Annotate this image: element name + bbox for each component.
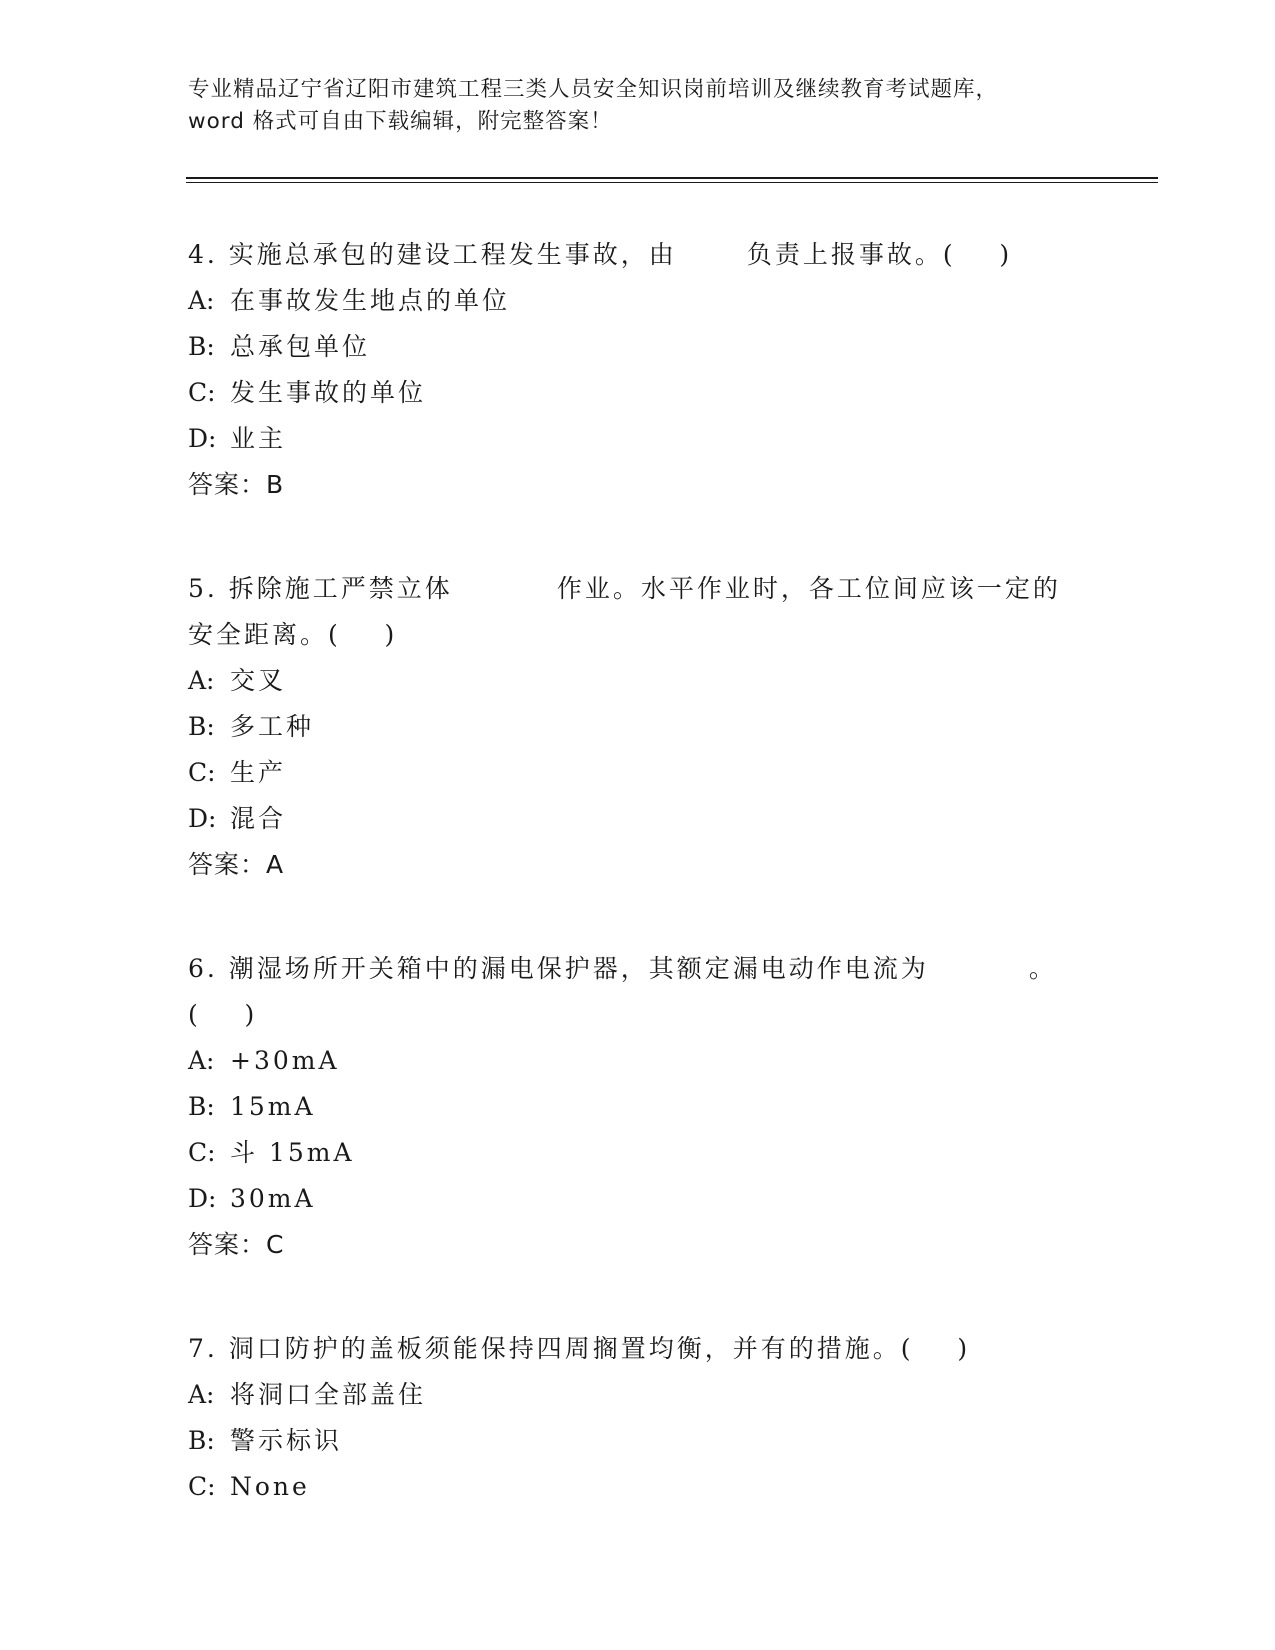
option-d-text: 业主 xyxy=(230,424,287,453)
option-c-text: 斗 15mA xyxy=(230,1138,355,1167)
option-b-text: 总承包单位 xyxy=(230,332,371,361)
option-b: B: 总承包单位 xyxy=(188,332,371,361)
answer-label: 答案：A xyxy=(188,850,285,879)
question-stem xyxy=(188,232,1128,278)
option-c-text: 发生事故的单位 xyxy=(230,378,427,407)
question-stem-part-1: 5. 拆除施工严禁立体 xyxy=(188,574,453,603)
question-7 xyxy=(188,1326,1128,1510)
option-a-text: 将洞口全部盖住 xyxy=(230,1380,427,1409)
question-stem-continued: 安全距离。( ) xyxy=(188,620,398,649)
header-line-2: word 格式可自由下载编辑，附完整答案！ xyxy=(188,109,613,134)
option-a-text: +30mA xyxy=(230,1046,340,1075)
option-c: C: None xyxy=(188,1472,310,1501)
answer-label: 答案：C xyxy=(188,1230,285,1259)
option-b: B: 警示标识 xyxy=(188,1426,343,1455)
question-4 xyxy=(188,232,1128,508)
question-5 xyxy=(188,566,1128,888)
option-d: D: 30mA xyxy=(188,1184,316,1213)
option-b: B: 15mA xyxy=(188,1092,316,1121)
answer-label: 答案：B xyxy=(188,470,285,499)
option-c: C: 斗 15mA xyxy=(188,1138,355,1167)
option-c-text: 生产 xyxy=(230,758,287,787)
header-divider-thin xyxy=(186,182,1158,183)
question-stem-part-1: 4. 实施总承包的建设工程发生事故，由 xyxy=(188,240,677,269)
question-stem-part-2: 负责上报事故。( ) xyxy=(746,240,1013,269)
question-list xyxy=(188,232,1128,1568)
question-stem: 7. 洞口防护的盖板须能保持四周搁置均衡，并有的措施。( ) xyxy=(188,1334,971,1363)
option-b: B: 多工种 xyxy=(188,712,315,741)
option-b-text: 多工种 xyxy=(230,712,315,741)
option-a: A: 在事故发生地点的单位 xyxy=(188,286,511,315)
question-stem-part-2: 。 xyxy=(1028,954,1057,983)
option-c-text: None xyxy=(230,1472,310,1501)
question-6 xyxy=(188,946,1128,1268)
option-d-text: 混合 xyxy=(230,804,287,833)
question-stem-continued: ( ) xyxy=(188,1000,258,1029)
question-stem xyxy=(188,946,1128,992)
option-a-text: 交叉 xyxy=(230,666,287,695)
option-c: C: 发生事故的单位 xyxy=(188,378,427,407)
option-a: A: 将洞口全部盖住 xyxy=(188,1380,427,1409)
header-divider xyxy=(186,177,1158,179)
option-b-text: 警示标识 xyxy=(230,1426,343,1455)
option-d: D: 业主 xyxy=(188,424,287,453)
header-line-1: 专业精品辽宁省辽阳市建筑工程三类人员安全知识岗前培训及继续教育考试题库， xyxy=(188,77,999,102)
option-a-text: 在事故发生地点的单位 xyxy=(230,286,511,315)
document-header xyxy=(188,74,1108,138)
option-b-text: 15mA xyxy=(230,1092,316,1121)
option-a: A: +30mA xyxy=(188,1046,340,1075)
option-c: C: 生产 xyxy=(188,758,287,787)
option-d-text: 30mA xyxy=(230,1184,316,1213)
question-stem-part-2: 作业。水平作业时，各工位间应该一定的 xyxy=(556,574,1061,603)
option-a: A: 交叉 xyxy=(188,666,287,695)
question-stem xyxy=(188,566,1128,612)
question-stem-part-1: 6. 潮湿场所开关箱中的漏电保护器，其额定漏电动作电流为 xyxy=(188,954,929,983)
option-d: D: 混合 xyxy=(188,804,287,833)
